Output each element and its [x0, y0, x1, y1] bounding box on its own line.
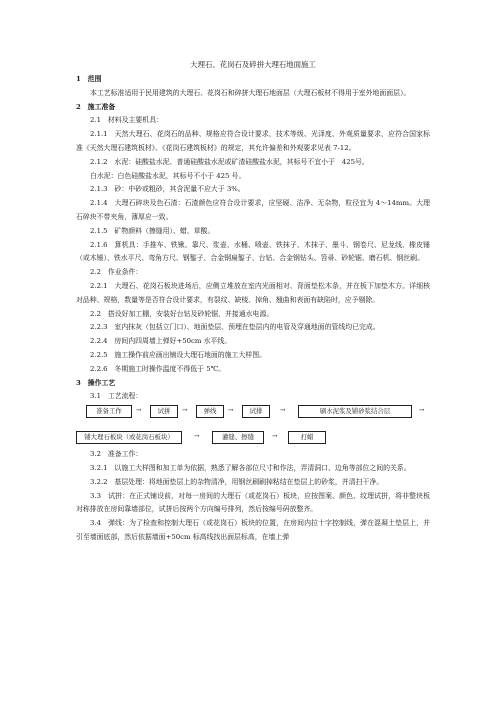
clause-3-1: 3.1 工艺流程：	[90, 392, 143, 401]
clause-2-1-2-white-cement: 白水泥：白色硅酸盐水泥，其标号不小于 425 号。	[90, 171, 246, 180]
clause-2-2-5: 2.2.5 施工操作前应画出铺设大理石地面的施工大样图。	[90, 350, 267, 359]
section-3-heading: 3 操作工艺	[76, 378, 116, 387]
clause-2-2-6: 2.2.6 冬期施工时操作温度不得低于 5℃。	[90, 364, 226, 373]
flow-step-grouting: 灌缝、擦缝	[212, 431, 264, 444]
flow-arrow: →	[194, 432, 200, 441]
flow-arrow: →	[182, 406, 188, 415]
section-1-paragraph: 本工艺标准适用于民用建筑的大理石、花岗石和碎拼大理石地面层（大理石板材不得用于室外地面面层）。	[90, 88, 411, 97]
flow-arrow: →	[419, 406, 425, 415]
clause-2-2-4: 2.2.4 房间内四周墙上弹好+50cm 水平线。	[90, 337, 232, 346]
clause-2-1-5: 2.1.5 矿物颜料（擦缝用）、蜡、草酸。	[90, 226, 215, 235]
clause-2-1-3: 2.1.3 砂：中砂或粗砂，其含泥量不应大于 3%。	[90, 185, 245, 194]
process-flow-chart	[76, 405, 430, 447]
section-1-heading: 1 范围	[76, 75, 102, 83]
clause-3-2-2: 3.2.2 基层处理：将地面垫层上的杂物清净，用钢丝刷刷掉粘结在垫层上的砂浆，并清扫干净。	[90, 477, 384, 486]
flow-arrow: →	[136, 406, 142, 415]
flow-arrow: →	[280, 406, 286, 415]
clause-2-1-1: 2.1.1 天然大理石、花岗石的品种、规格应符合设计要求，技术等级、光泽度、外观质量要求，应符合国家标准《天然大理石建筑板材》、《花岗石建筑板材》的规定，其允许偏差和外观要求见表 7-12。	[76, 130, 430, 152]
clause-3-3: 3.3 试拼：在正式铺设前，对每一房间的大理石（或花岗石）板块，应按图案、颜色、纹理试拼，将非整块板对称排放在房间靠墙部位，试拼后按两个方向编号排列，然后按编号码放整齐。	[76, 491, 430, 514]
clause-2-1-4: 2.1.4 大理石碎块及色石渣：石渣颜色应符合设计要求，应坚硬、洁净、无杂物，粒径宜为 4～14mm。大理石碎块不带夹角，薄厚应一致。	[76, 199, 430, 221]
flow-step-cement-slurry: 刷水泥浆及铺砂浆结合层	[298, 405, 412, 418]
flow-step-trial-layout: 试排	[242, 405, 270, 418]
flow-arrow: →	[272, 432, 278, 441]
flow-step-lay-slabs: 铺大理石板块（或花岗石板块）	[76, 431, 182, 444]
clause-2-2-1: 2.2.1 大理石、花岗石板块进场后，应侧立堆放在室内光面相对、背面垫松木条，并在板下加垫木方。详细核对品种、规格，数量等是否符合设计要求，有裂纹、缺棱、掉角、翘曲和表面有缺陷时，应予剔除。	[76, 281, 430, 304]
flow-step-preparation: 准备工作	[86, 405, 132, 418]
clause-2-1-6: 2.1.6 算机具：手推车、铁锹、靠尺、浆壶、水桶、喷壶、铁抹子、木抹子、墨斗、钢卷尺、尼龙线、橡皮锤（或木锤）、铁水平尺、弯角方尺、钢錾子、合金钢扁錾子、台钻、合金钢钻头、笤帚、砂轮锯、磨石机、钢丝刷。	[76, 240, 430, 263]
clause-3-2-1: 3.2.1 以施工大样图和加工单为依据，熟悉了解各部位尺寸和作法，弄清洞口、边角等部位之间的关系。	[90, 463, 411, 472]
clause-2-2-3: 2.2.3 室内抹灰（包括立门口）、地面垫层、预埋在垫层内的电管及穿通地面的管线均已完成。	[90, 323, 380, 332]
section-2-heading: 2 施工准备	[76, 102, 116, 111]
flow-step-waxing: 打蜡	[288, 431, 326, 444]
document-title: 大理石、花岗石及碎拼大理石地面施工	[190, 60, 316, 69]
flow-step-trial-assembly: 试拼	[150, 405, 178, 418]
clause-3-4: 3.4 弹线：为了检查和控制大理石（或花岗石）板块的位置，在房间内拉十字控制线，弹在混凝土垫层上，并引至墙面底部，然后依据墙面+50cm 标高线找出面层标高，在墙上弹	[76, 519, 430, 541]
clause-2-1-2: 2.1.2 水泥：硅酸盐水泥、普通硅酸盐水泥或矿渣硅酸盐水泥，其标号不宜小于 425号。	[90, 157, 369, 166]
flow-arrow: →	[228, 406, 234, 415]
clause-3-2: 3.2 准备工作：	[90, 450, 143, 459]
clause-2-1: 2.1 材料及主要机具：	[90, 116, 163, 125]
clause-2-2-2: 2.2 搭设好加工棚，安装好台钻及砂轮锯，并接通水电源。	[90, 309, 274, 318]
flow-step-line-marking: 弹线	[196, 405, 224, 418]
clause-2-2: 2.2 作业条件：	[90, 268, 143, 277]
document-body	[76, 58, 430, 545]
